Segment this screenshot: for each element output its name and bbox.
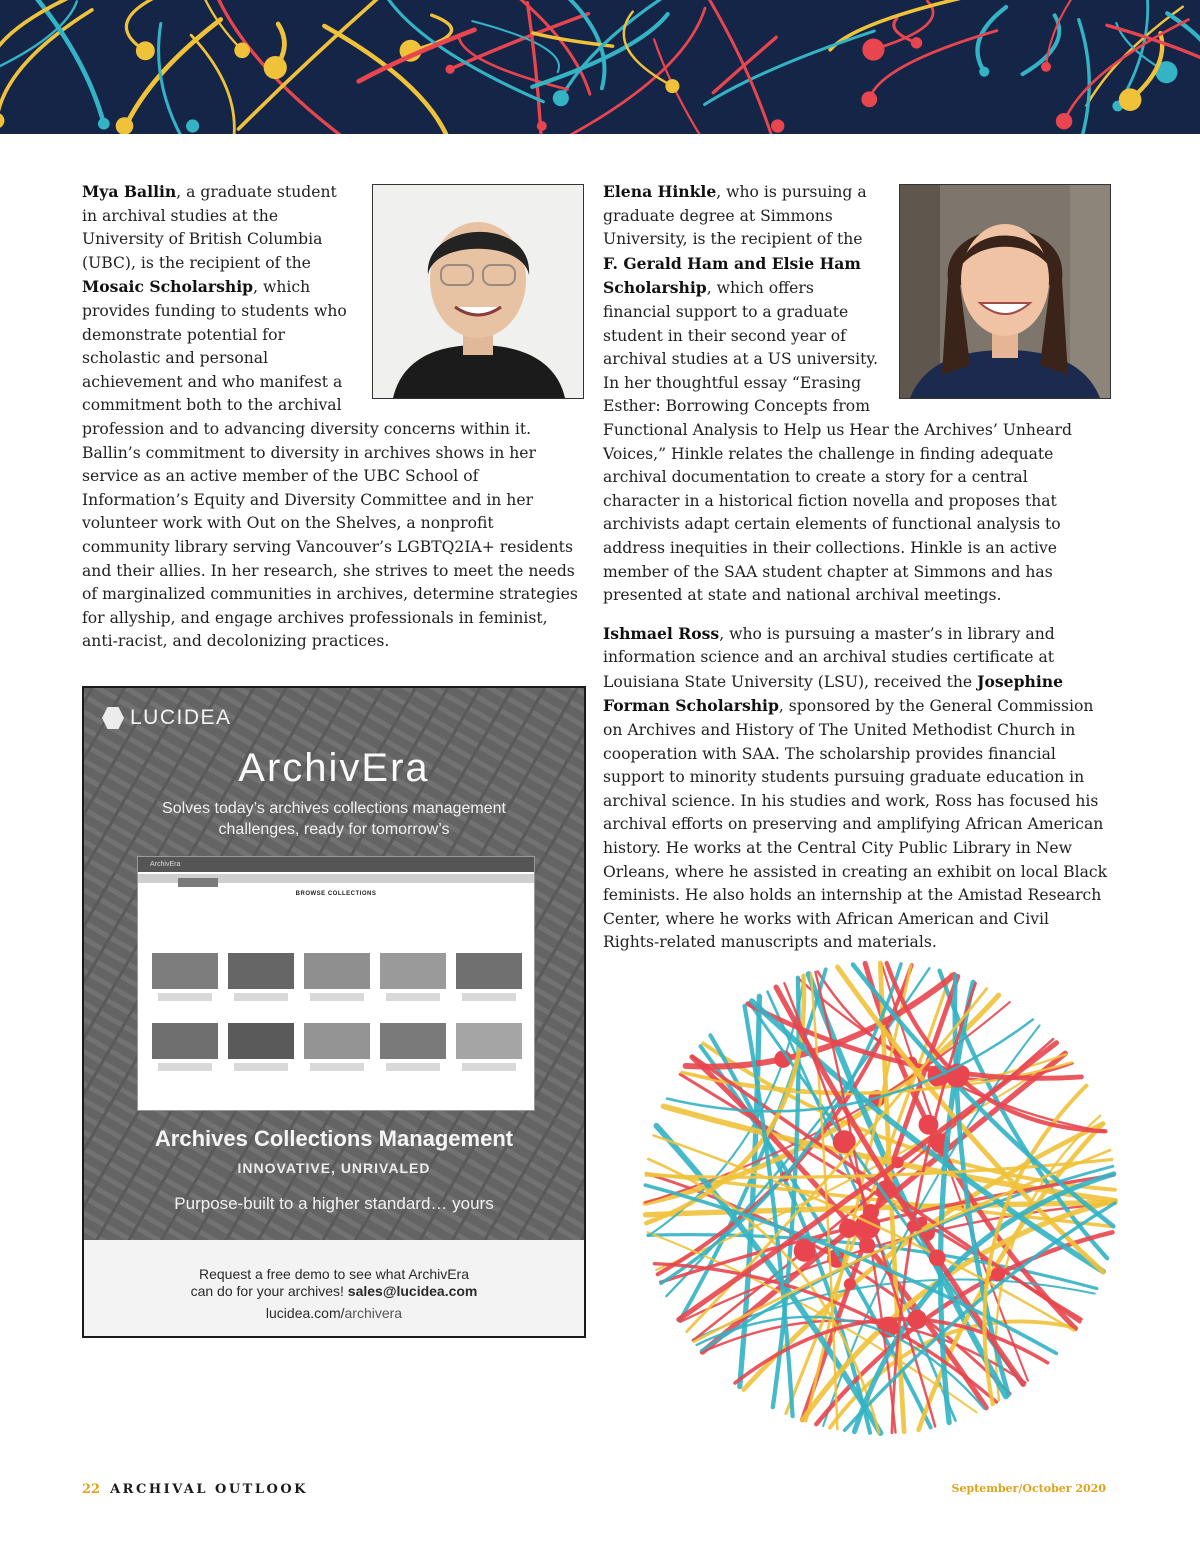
person-name: Mya Ballin <box>82 182 177 201</box>
sales-email-link[interactable]: sales@lucidea.com <box>347 1283 478 1299</box>
article-text: , who is pursuing a master’s in library and information science and an archival studies certificate at Louisiana State University (LSU), received the <box>603 624 1055 691</box>
cta-line-2: can do for your archives! sales@lucidea.com <box>190 1283 478 1299</box>
ad-headline: Archives Collections Management <box>154 1126 514 1151</box>
collection-thumb <box>380 1023 446 1075</box>
banner-line-art <box>0 0 1200 134</box>
ad-slogan: Purpose-built to a higher standard… yours <box>174 1194 494 1213</box>
portrait-photo-icon <box>373 185 583 398</box>
screenshot-heading: BROWSE COLLECTIONS <box>295 891 377 897</box>
lucidea-logo <box>102 706 232 730</box>
publication-name: ARCHIVAL OUTLOOK <box>110 1482 308 1497</box>
ad-tagline: Solves today’s archives collections management challenges, ready for tomorrow’s <box>162 800 506 838</box>
collection-thumb <box>152 953 218 1005</box>
archivera-wordmark: ArchivEra <box>238 746 430 790</box>
issue-date: September/October 2020 <box>951 1482 1106 1495</box>
product-screenshot <box>137 856 535 1111</box>
header-banner <box>0 0 1200 134</box>
hexagon-logo-icon <box>102 707 124 729</box>
elena-hinkle-photo <box>899 184 1111 399</box>
page-number: 22 <box>82 1482 101 1497</box>
article-text: , sponsored by the General Commission on Archives and History of The United Methodist Church in cooperation with SAA. The scholarship provides financial support to minority students pursuing graduate education in archival science. In his studies and work, Ross has focused his archival efforts on preserving and amplifying African American history. He works at the Central City Public Library in New Orleans, where he assisted in creating an exhibit on local Black feminists. He also holds an internship at the Amistad Research Center, where he works with African American and Civil Rights-related manuscripts and materials. <box>603 697 1108 952</box>
article-text: , who is pursuing a graduate degree at Simmons University, is the recipient of the <box>603 183 867 249</box>
collection-thumb <box>456 953 522 1005</box>
collection-thumb <box>456 1023 522 1075</box>
ad-call-to-action <box>84 1240 584 1336</box>
collection-thumb <box>380 953 446 1005</box>
screenshot-thumb-row <box>152 1023 522 1075</box>
lucidea-archivera-ad[interactable] <box>82 686 586 1338</box>
decorative-globe-art <box>630 948 1130 1448</box>
article-text: , which provides funding to students who demonstrate potential for scholastic and personal achievement and who manifest a commitment both to the archival profession and to advancing diversity concerns within it. Ballin’s commitment to diversity in archives shows in her service as an active member of the UBC School of Information’s Equity and Diversity Committee and in her volunteer work with Out on the Shelves, a nonprofit community library serving Vancouver’s LGBTQ2IA+ residents and their allies. In her research, she strives to meet the needs of marginalized communities in archives, determine strategies for allyship, and engage archives professionals in feminist, anti-racist, and decolonizing practices. <box>82 278 578 651</box>
mya-ballin-photo <box>372 184 584 399</box>
article-column-right <box>603 180 1108 955</box>
page-footer-left <box>82 1482 308 1497</box>
ad-url-link[interactable]: lucidea.com/archivera <box>265 1305 403 1321</box>
screenshot-title-bar: ArchivEra <box>138 857 534 872</box>
article-ishmael-ross <box>603 622 1108 955</box>
collection-thumb <box>304 953 370 1005</box>
collection-thumb <box>228 1023 294 1075</box>
person-name: Elena Hinkle <box>603 182 717 201</box>
article-text: , which offers financial support to a graduate student in their second year of archival studies at a US university. In her thoughtful essay “Erasing Esther: Borrowing Concepts from Functional Analysis to Help us Hear the Archives’ Unheard Voices,” Hinkle relates the challenge in finding adequate archival documentation to create a story for a central character in a historical fiction novella and proposes that archivists adapt certain elements of functional analysis to address inequities in their collections. Hinkle is an active member of the SAA student chapter at Simmons and has presented at state and national archival meetings. <box>603 279 1072 605</box>
award-name: Josephine Forman Scholarship <box>603 671 1064 716</box>
award-name: Mosaic Scholarship <box>82 277 254 297</box>
portrait-photo-icon <box>900 185 1110 398</box>
cta-line-1: Request a free demo to see what ArchivEra <box>198 1266 470 1282</box>
ad-subheadline: INNOVATIVE, UNRIVALED <box>237 1160 431 1176</box>
award-name: F. Gerald Ham and Elsie Ham Scholarship <box>603 253 861 298</box>
article-text: , a graduate student in archival studies at the University of British Columbia (UBC), is the recipient of the <box>82 183 337 272</box>
article-column-left <box>82 180 578 654</box>
logo-text: LUCIDEA <box>130 706 232 729</box>
screenshot-nav <box>138 874 534 883</box>
collection-thumb <box>152 1023 218 1075</box>
collection-thumb <box>228 953 294 1005</box>
screenshot-thumb-row <box>152 953 522 1005</box>
person-name: Ishmael Ross <box>603 623 720 643</box>
collection-thumb <box>304 1023 370 1075</box>
